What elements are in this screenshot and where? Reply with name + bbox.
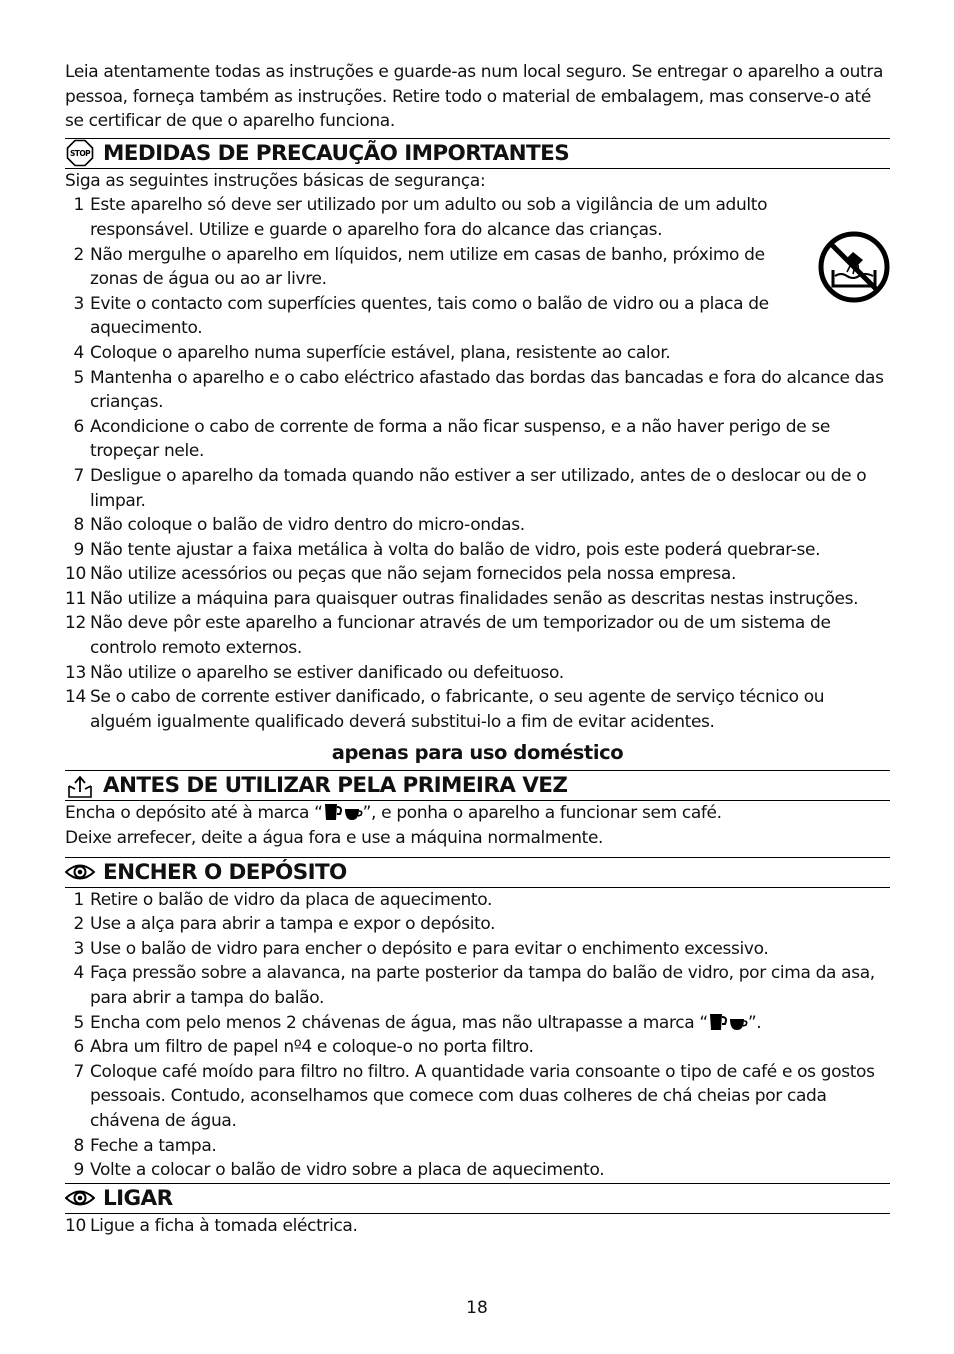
list-item	[65, 888, 890, 913]
intro-paragraph: Leia atentamente todas as instruções e guarde-as num local seguro. Se entregar o aparelho a outra pessoa, forneça também as instruções. Retire todo o material de embalagem, mas conserve-o até se certificar de que o aparelho funciona.	[65, 62, 884, 132]
section-header-fill	[65, 857, 890, 888]
item-text: Se o cabo de corrente estiver danificado, o fabricante, o seu agente de serviço técnico ou alguém igualmente qualificado deverá substitui-lo a fim de evitar acidentes.	[90, 687, 825, 732]
safety-list	[65, 193, 890, 734]
section-title-safety: MEDIDAS DE PRECAUÇÃO IMPORTANTES	[103, 140, 570, 166]
item-text: Faça pressão sobre a alavanca, na parte posterior da tampa do balão de vidro, por cima da asa, para abrir a tampa do balão.	[90, 963, 875, 1008]
item-text: Não utilize o aparelho se estiver danificado ou defeituoso.	[90, 662, 564, 683]
section-title-switch-on: LIGAR	[103, 1185, 173, 1211]
list-item	[65, 937, 890, 962]
list-item	[65, 1214, 890, 1239]
item-text: Não utilize a máquina para quaisquer outras finalidades senão as descritas nestas instruções.	[90, 588, 859, 609]
item-text: Não mergulhe o aparelho em líquidos, nem utilize em casas de banho, próximo de zonas de água ou ao ar livre.	[90, 244, 765, 290]
list-item	[65, 292, 890, 341]
switch-on-list	[65, 1214, 890, 1239]
item-text: Coloque o aparelho numa superfície estável, plana, resistente ao calor.	[90, 342, 671, 363]
list-item	[65, 513, 890, 538]
item-text: Evite o contacto com superfícies quentes, tais como o balão de vidro ou a placa de aquecimento.	[90, 293, 769, 339]
page-number: 18	[466, 1298, 488, 1318]
first-use-line-2: Deixe arrefecer, deite a água fora e use a máquina normalmente.	[65, 828, 604, 849]
list-item	[65, 1134, 890, 1159]
item-number: 12	[65, 613, 86, 634]
first-use-line-1-start: Encha o depósito até à marca “	[65, 803, 323, 824]
item-number: 1	[73, 889, 84, 910]
item-number: 1	[73, 195, 84, 216]
item-number: 2	[73, 244, 84, 265]
list-item	[65, 1060, 890, 1134]
list-item	[65, 912, 890, 937]
list-item	[65, 587, 890, 612]
item-number: 7	[73, 465, 84, 486]
item-number: 4	[73, 342, 84, 363]
item-number: 10	[65, 564, 86, 585]
section-header-safety	[65, 138, 890, 169]
list-item	[65, 685, 890, 734]
item-text-end: ”.	[747, 1012, 762, 1033]
item-text: Desligue o aparelho da tomada quando não estiver a ser utilizado, antes de o deslocar ou de o limpar.	[90, 465, 867, 511]
list-item	[65, 1158, 890, 1183]
cup-mark-icon	[323, 803, 363, 821]
item-number: 8	[73, 515, 84, 536]
item-text: Use a alça para abrir a tampa e expor o depósito.	[90, 914, 496, 935]
stop-icon	[65, 140, 95, 166]
stop-icon-text: STOP	[70, 149, 90, 159]
section-header-first-use	[65, 770, 890, 801]
item-text: Acondicione o cabo de corrente de forma a não ficar suspenso, e a não haver perigo de se tropeçar nele.	[90, 416, 830, 462]
item-number: 10	[65, 1215, 86, 1236]
item-text: Use o balão de vidro para encher o depósito e para evitar o enchimento excessivo.	[90, 938, 769, 959]
item-text: Não tente ajustar a faixa metálica à volta do balão de vidro, pois este poderá quebrar-se.	[90, 539, 821, 560]
item-number: 9	[73, 539, 84, 560]
list-item	[65, 1035, 890, 1060]
item-text	[90, 1011, 761, 1036]
item-text: Volte a colocar o balão de vidro sobre a placa de aquecimento.	[90, 1160, 605, 1181]
cup-mark-icon	[708, 1013, 748, 1031]
item-text: Coloque café moído para filtro no filtro. A quantidade varia consoante o tipo de café e os gostos pessoais. Contudo, aconselhamos que comece com duas colheres de chá cheias por cada chávena de água.	[90, 1061, 875, 1131]
item-number: 6	[73, 416, 84, 437]
list-item	[65, 243, 890, 292]
item-number: 8	[73, 1135, 84, 1156]
list-item	[65, 341, 890, 366]
eye-icon	[65, 859, 95, 885]
section-title-first-use: ANTES DE UTILIZAR PELA PRIMEIRA VEZ	[103, 773, 568, 799]
list-item	[65, 1011, 890, 1036]
item-text: Este aparelho só deve ser utilizado por um adulto ou sob a vigilância de um adulto responsável. Utilize e guarde o aparelho fora do alcance das crianças.	[90, 195, 768, 240]
first-use-line-1	[65, 801, 890, 826]
section-title-fill: ENCHER O DEPÓSITO	[103, 859, 347, 885]
list-item	[65, 415, 890, 464]
item-text: Feche a tampa.	[90, 1135, 217, 1156]
item-text: Não coloque o balão de vidro dentro do micro-ondas.	[90, 515, 525, 536]
item-number: 7	[73, 1061, 84, 1082]
list-item	[65, 661, 890, 686]
item-text: Mantenha o aparelho e o cabo eléctrico afastado das bordas das bancadas e fora do alcance das crianças.	[90, 367, 884, 413]
item-number: 2	[73, 914, 84, 935]
eye-icon	[65, 1185, 95, 1211]
box-unpack-icon	[65, 773, 95, 799]
list-item	[65, 611, 890, 660]
item-number: 4	[73, 963, 84, 984]
list-item	[65, 538, 890, 563]
item-number: 5	[73, 367, 84, 388]
domestic-use-note: apenas para uso doméstico	[331, 741, 624, 765]
list-item	[65, 464, 890, 513]
item-number: 14	[65, 687, 86, 708]
section-header-switch-on	[65, 1183, 890, 1214]
item-text: Retire o balão de vidro da placa de aquecimento.	[90, 889, 493, 910]
item-number: 9	[73, 1160, 84, 1181]
item-number: 3	[73, 938, 84, 959]
no-water-immersion-icon	[817, 230, 891, 304]
item-number: 13	[65, 662, 86, 683]
list-item	[65, 366, 890, 415]
item-text: Abra um filtro de papel nº4 e coloque-o no porta filtro.	[90, 1037, 534, 1058]
item-text: Não deve pôr este aparelho a funcionar através de um temporizador ou de um sistema de controlo remoto externos.	[90, 613, 831, 659]
item-text-start: Encha com pelo menos 2 chávenas de água, mas não ultrapasse a marca “	[90, 1012, 708, 1033]
first-use-line-1-end: ”, e ponha o aparelho a funcionar sem café.	[362, 803, 722, 824]
list-item	[65, 961, 890, 1010]
item-number: 3	[73, 293, 84, 314]
list-item	[65, 193, 890, 242]
list-item	[65, 562, 890, 587]
safety-lead: Siga as seguintes instruções básicas de segurança:	[65, 170, 486, 191]
item-number: 11	[65, 588, 86, 609]
item-number: 6	[73, 1037, 84, 1058]
item-text: Ligue a ficha à tomada eléctrica.	[90, 1215, 358, 1236]
fill-list	[65, 888, 890, 1183]
item-text: Não utilize acessórios ou peças que não sejam fornecidos pela nossa empresa.	[90, 564, 737, 585]
item-number: 5	[73, 1012, 84, 1033]
